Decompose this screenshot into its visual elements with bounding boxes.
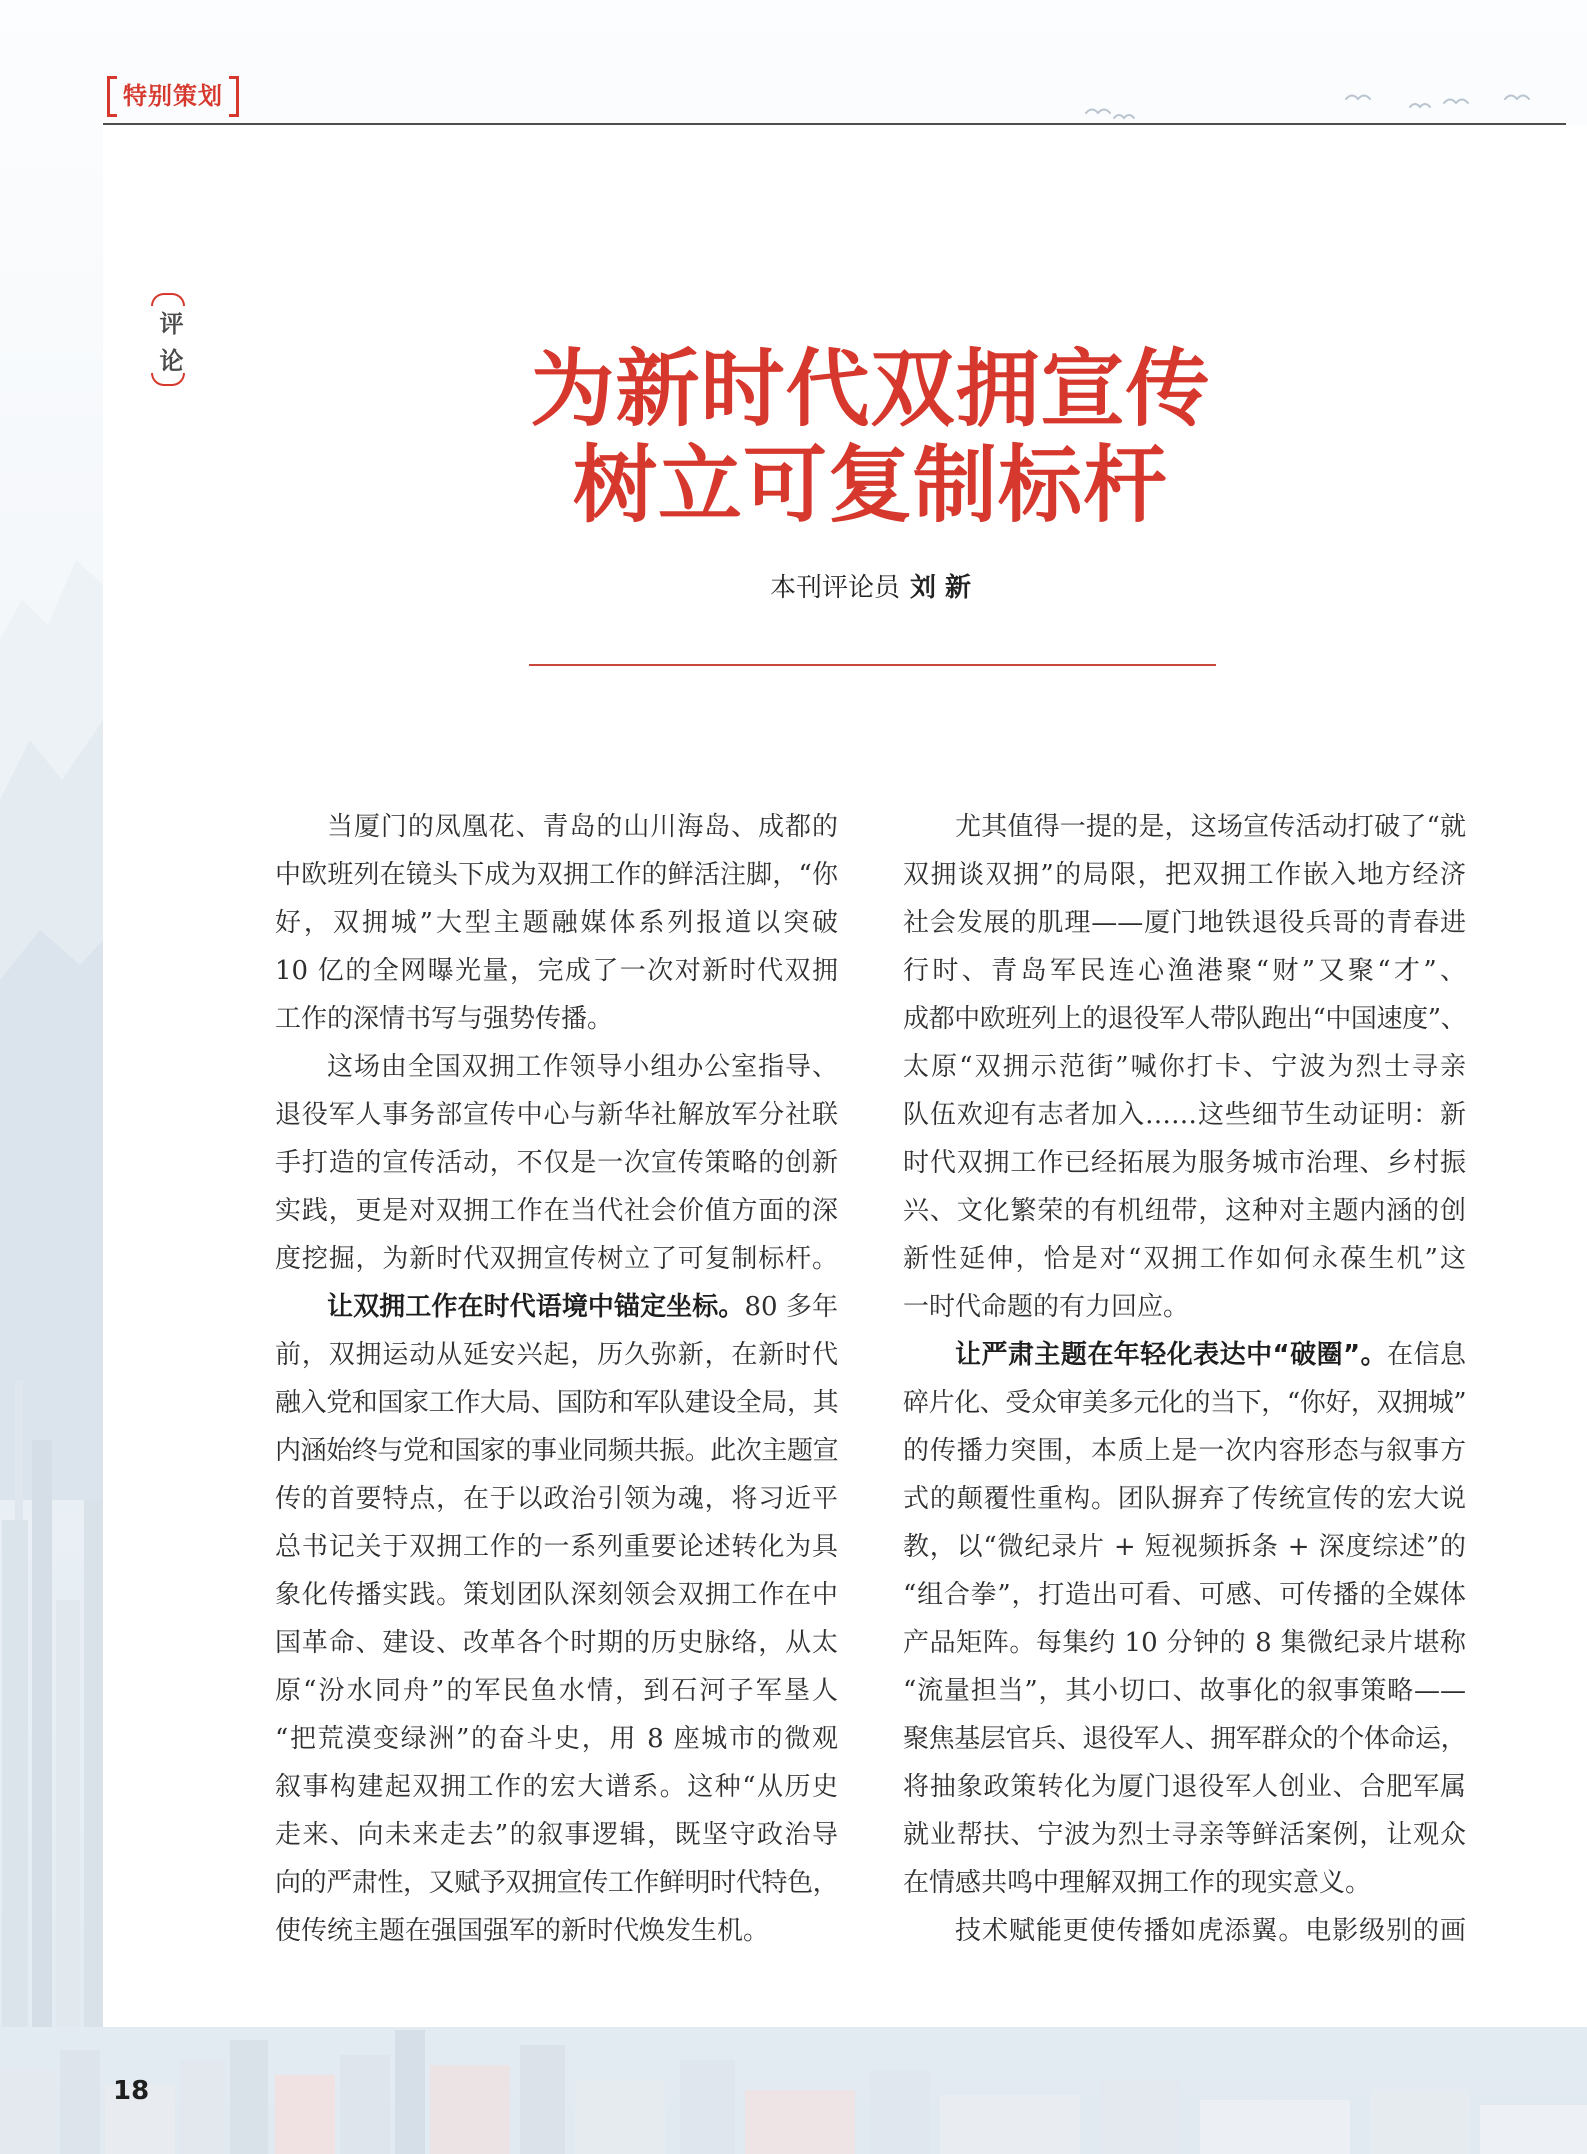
paragraph (903, 1331, 1466, 1907)
paragraph-lead: 让双拥工作在时代语境中锚定坐标。 (327, 1292, 745, 1322)
column-tag: 评论 (155, 311, 184, 385)
background-mountains (0, 560, 103, 1500)
skyline-building (60, 2050, 100, 2154)
paragraph (903, 1907, 1466, 1955)
skyline-building (1370, 2090, 1470, 2154)
body-line: 教，以“微纪录片 + 短视频拆条 + 深度综述”的 (903, 1532, 1466, 1562)
body-line: 技术赋能更使传播如虎添翼。电影级别的画 (955, 1916, 1466, 1946)
paragraph (275, 1043, 838, 1283)
skyline-building (395, 2030, 425, 2154)
byline-author: 刘 新 (909, 573, 972, 603)
body-line: 社会发展的肌理——厦门地铁退役兵哥的青春进 (903, 908, 1466, 938)
body-line: 手打造的宣传活动，不仅是一次宣传策略的创新 (275, 1148, 838, 1178)
skyline-building (430, 2065, 510, 2154)
paragraph-lead: 让严肃主题在年轻化表达中“破圈”。 (955, 1340, 1388, 1370)
body-line: 式的颠覆性重构。团队摒弃了传统宣传的宏大说 (903, 1484, 1466, 1514)
body-line: 使传统主题在强国强军的新时代焕发生机。 (275, 1916, 770, 1946)
body-line (275, 1283, 838, 1331)
body-line: 当厦门的凤凰花、青岛的山川海岛、成都的 (327, 812, 838, 842)
body-line: 时代双拥工作已经拓展为服务城市治理、乡村振 (903, 1148, 1466, 1178)
byline (275, 568, 1466, 608)
body-line: 双拥谈双拥”的局限，把双拥工作嵌入地方经济 (903, 860, 1466, 890)
body-line: 好，双拥城”大型主题融媒体系列报道以突破 (275, 908, 838, 938)
building (32, 1440, 52, 2027)
building (2, 1520, 28, 2027)
body-line: 走来、向未来走去”的叙事逻辑，既坚守政治导 (275, 1820, 838, 1850)
body-line: 内涵始终与党和国家的事业同频共振。此次主题宣 (275, 1436, 838, 1466)
section-tag-label: 特别策划 (123, 82, 223, 110)
skyline-building (680, 2060, 735, 2154)
body-line: 的传播力突围，本质上是一次内容形态与叙事方 (903, 1436, 1466, 1466)
body-line: 象化传播实践。策划团队深刻领会双拥工作在中 (275, 1580, 838, 1610)
page-number: 18 (113, 2076, 150, 2106)
title-line-1: 为新时代双拥宣传 (530, 340, 1211, 438)
skyline-building (870, 2070, 930, 2154)
skyline-building (1200, 2100, 1350, 2154)
skyline-building (520, 2045, 565, 2154)
body-line: 总书记关于双拥工作的一系列重要论述转化为具 (275, 1532, 838, 1562)
byline-role: 本刊评论员 (769, 573, 900, 603)
body-line: 一时代命题的有力回应。 (903, 1292, 1190, 1322)
skyline-building (1100, 2080, 1180, 2154)
paragraph (903, 803, 1466, 1331)
section-tag (107, 76, 239, 117)
section-tag-bracket-right (229, 76, 239, 117)
body-line: 退役军人事务部宣传中心与新华社解放军分社联 (275, 1100, 838, 1130)
building (15, 1380, 23, 1520)
body-line: 实践，更是对双拥工作在当代社会价值方面的深 (275, 1196, 838, 1226)
body-line: 工作的深情书写与强势传播。 (275, 1004, 614, 1034)
body-line-text: 在信息 (1387, 1340, 1466, 1370)
building (56, 1600, 80, 2027)
article-column-right (903, 803, 1466, 1955)
paragraph (275, 1283, 838, 1955)
body-line: 成都中欧班列上的退役军人带队跑出“中国速度”、 (903, 1004, 1466, 1034)
body-line: 新性延伸，恰是对“双拥工作如何永葆生机”这 (903, 1244, 1466, 1274)
body-line (903, 1331, 1466, 1379)
body-line: “组合拳”，打造出可看、可感、可传播的全媒体 (903, 1580, 1466, 1610)
body-line: 聚焦基层官兵、退役军人、拥军群众的个体命运， (903, 1724, 1466, 1754)
skyline-building (180, 2060, 225, 2154)
body-line: 碎片化、受众审美多元化的当下，“你好，双拥城” (903, 1388, 1466, 1418)
body-line: 尤其值得一提的是，这场宣传活动打破了“就 (955, 812, 1466, 842)
skyline-building (1480, 2105, 1587, 2154)
body-line: 中欧班列在镜头下成为双拥工作的鲜活注脚，“你 (275, 860, 838, 890)
body-line: 传的首要特点，在于以政治引领为魂，将习近平 (275, 1484, 838, 1514)
body-line: 前，双拥运动从延安兴起，历久弥新，在新时代 (275, 1340, 838, 1370)
article-title (275, 341, 1466, 533)
title-line-2: 树立可复制标杆 (572, 436, 1168, 534)
body-line: 在情感共鸣中理解双拥工作的现实意义。 (903, 1868, 1372, 1898)
body-line: 行时、青岛军民连心渔港聚“财”又聚“才”、 (903, 956, 1466, 986)
body-line: “流量担当”，其小切口、故事化的叙事策略—— (903, 1676, 1466, 1706)
header-rule (103, 123, 1566, 125)
body-line: 这场由全国双拥工作领导小组办公室指导、 (327, 1052, 838, 1082)
body-line: 度挖掘，为新时代双拥宣传树立了可复制标杆。 (275, 1244, 838, 1274)
section-tag-bracket-left (107, 76, 117, 117)
column-tag-bracket-top (151, 293, 185, 306)
skyline-building (230, 2040, 268, 2154)
body-line: 融入党和国家工作大局、国防和军队建设全局，其 (275, 1388, 838, 1418)
skyline-building (940, 2095, 1080, 2154)
skyline-building (0, 2070, 55, 2154)
body-line: 10 亿的全网曝光量，完成了一次对新时代双拥 (275, 956, 838, 986)
body-line: 原“汾水同舟”的军民鱼水情，到石河子军垦人 (275, 1676, 838, 1706)
body-line: 产品矩阵。每集约 10 分钟的 8 集微纪录片堪称 (903, 1628, 1466, 1658)
body-line: 国革命、建设、改革各个时期的历史脉络，从太 (275, 1628, 838, 1658)
body-line: “把荒漠变绿洲”的奋斗史，用 8 座城市的微观 (275, 1724, 838, 1754)
body-line: 叙事构建起双拥工作的宏大谱系。这种“从历史 (275, 1772, 838, 1802)
article-column-left (275, 803, 838, 1955)
body-line: 就业帮扶、宁波为烈士寻亲等鲜活案例，让观众 (903, 1820, 1466, 1850)
body-line-text: 80 多年 (744, 1292, 838, 1322)
skyline-building (275, 2075, 335, 2154)
title-rule (529, 664, 1216, 666)
body-line: 兴、文化繁荣的有机纽带，这种对主题内涵的创 (903, 1196, 1466, 1226)
body-line: 将抽象政策转化为厦门退役军人创业、合肥军属 (903, 1772, 1466, 1802)
skyline-building (745, 2090, 855, 2154)
paragraph (275, 803, 838, 1043)
body-line: 向的严肃性，又赋予双拥宣传工作鲜明时代特色， (275, 1868, 838, 1898)
body-line: 队伍欢迎有志者加入……这些细节生动证明：新 (903, 1100, 1466, 1130)
body-line: 太原“双拥示范街”喊你打卡、宁波为烈士寻亲 (903, 1052, 1466, 1082)
skyline-building (575, 2080, 665, 2154)
building (84, 1500, 103, 2027)
skyline-building (340, 2055, 390, 2154)
